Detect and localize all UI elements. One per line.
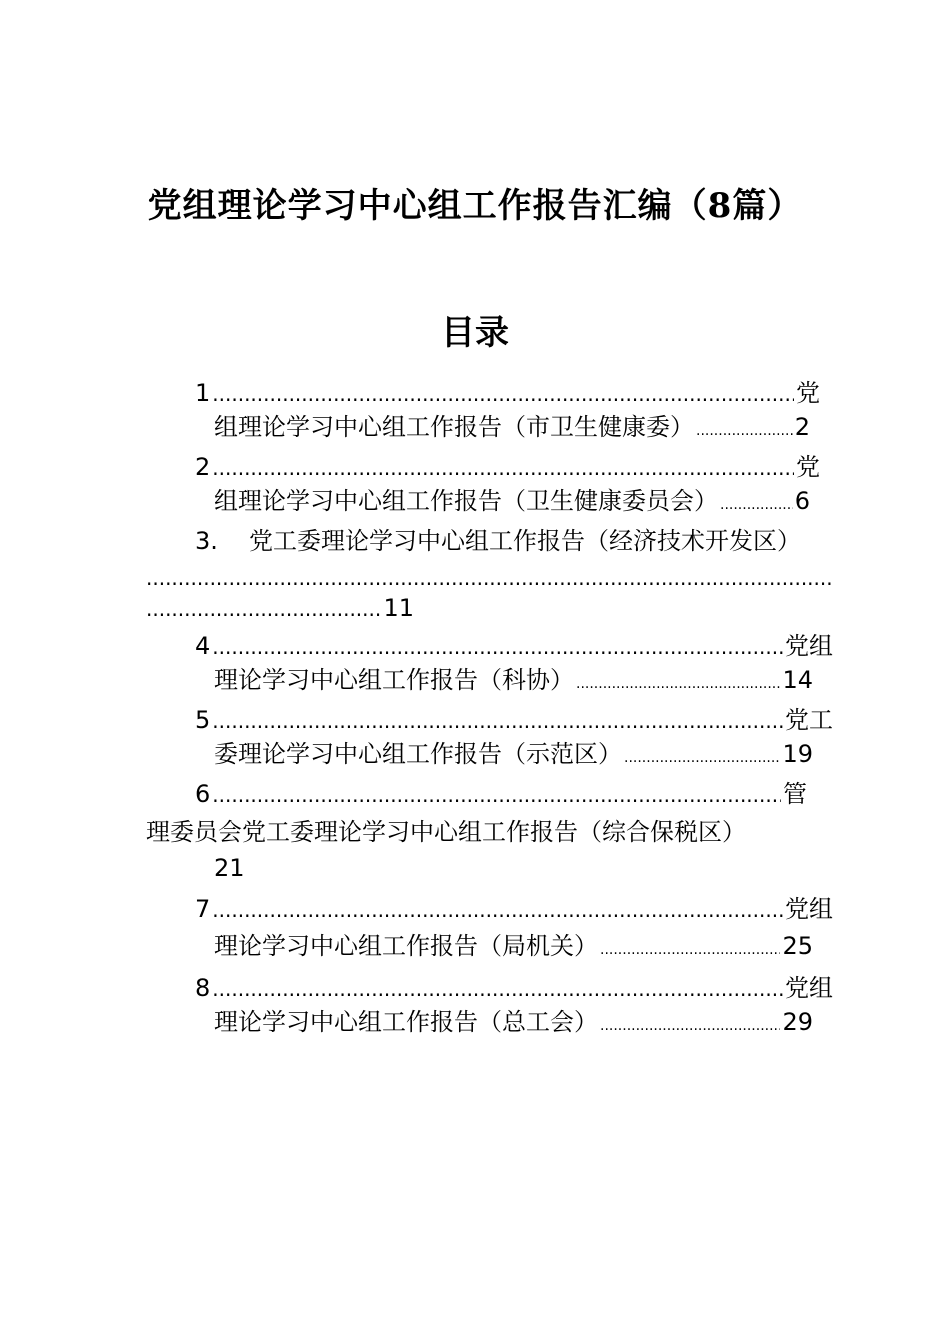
toc-entry-8-line-2[interactable] xyxy=(214,1007,813,1037)
toc-entry-5-line-2[interactable] xyxy=(214,739,813,769)
toc-entry-title-start: 党 xyxy=(796,379,820,407)
toc-heading: 目录 xyxy=(441,313,509,353)
toc-entry-title: 理论学习中心组工作报告（局机关） xyxy=(214,932,598,960)
toc-entry-3-line-3[interactable] xyxy=(146,593,414,623)
dot-leader xyxy=(146,593,381,623)
toc-entry-title: 组理论学习中心组工作报告（市卫生健康委） xyxy=(214,413,694,441)
toc-entry-2-line-1[interactable] xyxy=(195,452,820,482)
toc-entry-number: 7 xyxy=(195,895,211,923)
toc-entry-8-line-1[interactable] xyxy=(195,973,833,1003)
toc-entry-5-line-1[interactable] xyxy=(195,705,833,735)
toc-entry-number: 1 xyxy=(195,379,211,407)
toc-entry-1-line-2[interactable] xyxy=(214,412,810,442)
dot-leader xyxy=(212,973,783,1003)
dot-leader xyxy=(720,486,793,516)
dot-leader xyxy=(600,1007,780,1037)
dot-leader xyxy=(212,452,794,482)
toc-entry-4-line-1[interactable] xyxy=(195,631,833,661)
dot-leader xyxy=(212,378,794,408)
toc-entry-title-start: 党工 xyxy=(785,706,833,734)
toc-entry-page: 2 xyxy=(794,413,810,441)
toc-entry-title: 组理论学习中心组工作报告（卫生健康委员会） xyxy=(214,487,718,515)
dot-leader xyxy=(146,562,834,592)
toc-entry-page: 19 xyxy=(782,740,813,768)
dot-leader xyxy=(212,631,783,661)
dot-leader xyxy=(576,665,780,695)
toc-entry-title-start: 党组 xyxy=(785,974,833,1002)
dot-leader xyxy=(212,779,781,809)
toc-entry-number: 5 xyxy=(195,706,211,734)
dot-leader xyxy=(212,705,783,735)
dot-leader xyxy=(212,894,783,924)
dot-leader xyxy=(600,931,780,961)
dot-leader xyxy=(624,739,780,769)
toc-entry-page: 25 xyxy=(782,932,813,960)
toc-entry-page: 6 xyxy=(794,487,810,515)
toc-entry-number: 4 xyxy=(195,632,211,660)
toc-entry-3-line-2 xyxy=(146,562,834,592)
toc-entry-6-line-3[interactable] xyxy=(214,853,274,883)
toc-entry-page: 14 xyxy=(782,666,813,694)
toc-entry-title-start: 党 xyxy=(796,453,820,481)
toc-entry-3-line-1[interactable] xyxy=(195,526,835,556)
toc-entry-page: 29 xyxy=(782,1008,813,1036)
toc-entry-4-line-2[interactable] xyxy=(214,665,813,695)
toc-entry-title: 理委员会党工委理论学习中心组工作报告（综合保税区） xyxy=(146,818,746,846)
toc-entry-title-start: 党组 xyxy=(785,632,833,660)
toc-entry-7-line-2[interactable] xyxy=(214,931,813,961)
toc-entry-number: 2 xyxy=(195,453,211,481)
toc-entry-number: 8 xyxy=(195,974,211,1002)
toc-entry-number: 3. xyxy=(195,527,218,555)
toc-entry-1-line-1[interactable] xyxy=(195,378,820,408)
toc-entry-7-line-1[interactable] xyxy=(195,894,833,924)
toc-entry-page: 11 xyxy=(383,594,414,622)
toc-entry-number: 6 xyxy=(195,780,211,808)
toc-entry-page: 21 xyxy=(214,854,245,882)
toc-entry-title-start: 管 xyxy=(783,780,807,808)
document-title: 党组理论学习中心组工作报告汇编（8篇） xyxy=(147,186,803,226)
toc-entry-title: 理论学习中心组工作报告（科协） xyxy=(214,666,574,694)
toc-entry-2-line-2[interactable] xyxy=(214,486,810,516)
toc-entry-title: 理论学习中心组工作报告（总工会） xyxy=(214,1008,598,1036)
toc-entry-6-line-1[interactable] xyxy=(195,779,807,809)
toc-entry-title: 委理论学习中心组工作报告（示范区） xyxy=(214,740,622,768)
toc-entry-title: 党工委理论学习中心组工作报告（经济技术开发区） xyxy=(249,527,801,555)
toc-entry-6-line-2[interactable] xyxy=(146,817,826,847)
toc-entry-title-start: 党组 xyxy=(785,895,833,923)
dot-leader xyxy=(696,412,793,442)
